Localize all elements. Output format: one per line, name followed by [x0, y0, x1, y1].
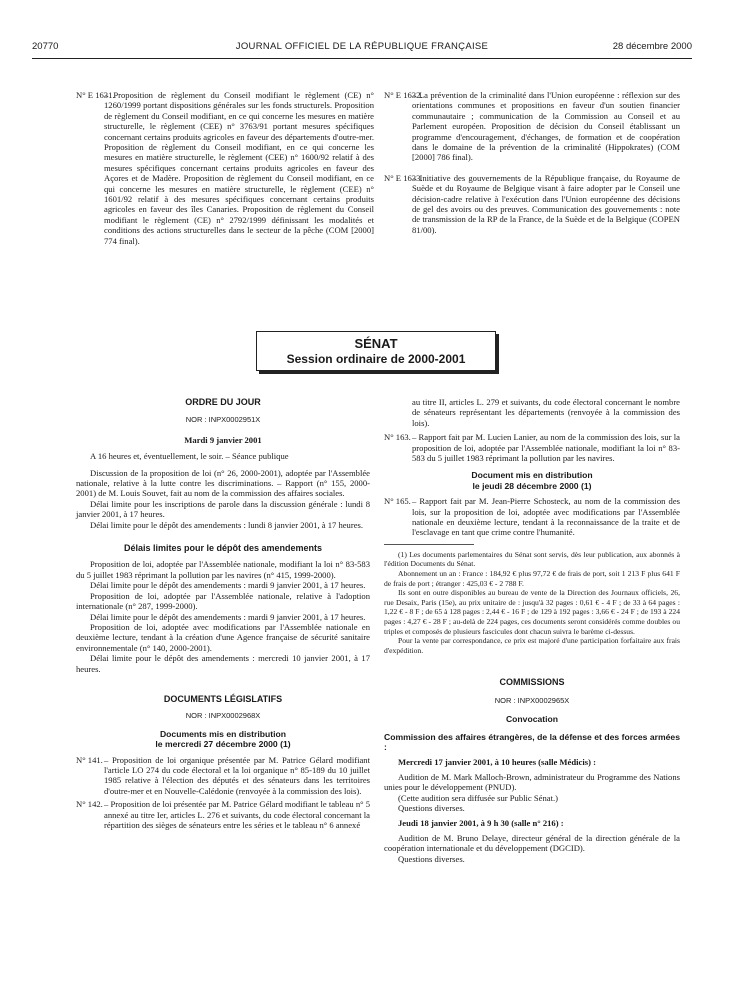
item-text: – Initiative des gouvernements de la République française, du Royaume de Suède et du Royaume de Belgique visant à faire adopter par le Conseil une décision-cadre relative à l'exécution dans l'Union européenne des décisions de gel des avoirs ou des preuves. Communication des gouvernements : note de transmission de la RP de la France, de la Suède et de la Belgique (COPEN 81/00).	[412, 172, 680, 235]
page-header	[32, 41, 692, 55]
inscriptions-deadline: Délai limite pour les inscriptions de parole dans la discussion générale : lundi 8 janvier 2001, à 17 heures.	[76, 498, 370, 520]
delais-paragraph: Proposition de loi, adoptée par l'Assemblée nationale, relative à l'adoption internationale (n° 287, 1999-2000).	[76, 590, 370, 612]
meeting-misc: Questions diverses.	[398, 853, 465, 864]
item-text: – Proposition de loi organique présentée par M. Patrice Gélard modifiant l'article LO 274 du code électoral et la loi organique n° 85-189 du 10 juillet 1985 relative à l'élection des députés et des sénateurs dans les territoires d'outre-mer et en Nouvelle-Calédonie (renvoyée à la commission des lois).	[104, 754, 370, 796]
item-text: – Proposition de loi présentée par M. Patrice Gélard modifiant le tableau n° 5 annexé au titre Ier, articles L. 276 et suivants, du code électoral concernant la répartition des sièges de sénateurs entre les séries et le tableau n° 6 annexé	[104, 799, 370, 830]
item-text: – La prévention de la criminalité dans l'Union européenne : réflexion sur des orientations communes et propositions en faveur d'un soutien financier communautaire ; communication de la Commission au Conseil et au Parlement européen. Proposition de décision du Conseil établissant un programme d'encouragement, d'échanges, de formation et de coopération dans le domaine de la prévention de la criminalité (Hippokrates) (COM [2000] 786 final).	[412, 90, 680, 163]
item-text: – Proposition de règlement du Conseil modifiant le règlement (CE) n° 1260/1999 portant dispositions générales sur les fonds structurels. Proposition de règlement du Conseil modifiant, en ce qui concerne les mesures en matière structurelle, le règlement (CEE) n° 3763/91 portant mesures spécifiques concernant certains produits agricoles en faveur des départements d'outre-mer. Proposition de règlement du Conseil modifiant, en ce qui concerne les mesures en matière structurelle, le règlement (CEE) n° 1600/92 relatif à des mesures spécifiques concernant certains produits agricoles en faveur des Açores et de Madère. Proposition de règlement du Conseil modifiant, en ce qui concerne les mesures en matière structurelle, le règlement (CEE) n° 1601/92 relatif à des mesures spécifiques concernant certains produits agricoles en faveur des îles Canaries. Proposition de règlement du Conseil modifiant le règlement (CE) n° 2792/1999 définissant les modalités et conditions des actions structurelles dans le secteur de la pêche (COM [2000] 774 final).	[104, 90, 374, 246]
footnote-rule	[384, 544, 474, 545]
list-item	[76, 90, 374, 246]
top-left-column	[76, 90, 374, 252]
header-rule	[32, 58, 692, 59]
item-number: N° E 1633.	[384, 172, 423, 183]
journal-title: JOURNAL OFFICIEL DE LA RÉPUBLIQUE FRANÇAISE	[235, 41, 489, 52]
convocation-heading: Convocation	[505, 714, 559, 725]
distribution-date: le mercredi 27 décembre 2000 (1)	[155, 739, 291, 750]
commissions-heading: COMMISSIONS	[499, 677, 565, 688]
item-text: – Rapport fait par M. Lucien Lanier, au nom de la commission des lois, sur la proposition de loi, adoptée par l'Assemblée nationale, modifiant la loi n° 83-583 du 5 juillet 1983 réprimant la pollution par les navires.	[412, 432, 680, 464]
meeting-misc: Questions diverses.	[398, 803, 465, 814]
nor-reference: NOR : INPX0002968X	[185, 711, 261, 721]
item-number: N° 163.	[384, 432, 411, 443]
senat-title: SÉNAT	[354, 336, 398, 351]
item-number: N° E 1631.	[76, 90, 115, 100]
session-time: A 16 heures et, éventuellement, le soir. – Séance publique	[90, 451, 289, 462]
list-item	[76, 799, 370, 830]
nor-reference: NOR : INPX0002965X	[494, 695, 570, 705]
delais-heading: Délais limites pour le dépôt des amendements	[123, 543, 323, 554]
delais-paragraph: Délai limite pour le dépôt des amendements : mardi 9 janvier 2001, à 17 heures.	[90, 611, 366, 622]
top-right-column	[384, 90, 680, 241]
ordre-du-jour-heading: ORDRE DU JOUR	[185, 397, 261, 407]
delais-paragraph: Proposition de loi, adoptée avec modifications par l'Assemblée nationale en deuxième lecture, tendant à la création d'une Agence française de sécurité sanitaire environnementale (n° 140, 2000-2001).	[76, 621, 370, 653]
item-number: N° E 1632.	[384, 90, 423, 100]
delais-paragraph: Délai limite pour le dépôt des amendements : mercredi 10 janvier 2001, à 17 heures.	[76, 653, 370, 674]
delais-paragraph: Proposition de loi, adoptée par l'Assemblée nationale, modifiant la loi n° 83-583 du 5 juillet 1983 réprimant la pollution par les navires (n° 415, 1999-2000).	[76, 559, 370, 580]
commission-name: Commission des affaires étrangères, de la défense et des forces armées :	[384, 731, 680, 753]
list-item	[384, 90, 680, 163]
lower-right-column	[384, 397, 680, 864]
item-number: N° 141.	[76, 754, 103, 765]
continued-item-text: au titre II, articles L. 279 et suivants, du code électoral concernant le nombre de sénateurs représentant les départements (renvoyée à la commission des lois).	[412, 397, 680, 428]
session-subtitle: Session ordinaire de 2000-2001	[286, 352, 466, 366]
item-number: N° 165.	[384, 496, 411, 507]
list-item	[76, 755, 370, 797]
item-text: – Rapport fait par M. Jean-Pierre Schosteck, au nom de la commission des lois, sur la proposition de loi, adoptée avec modifications par l'Assemblée nationale en deuxième lecture, tendant à la reconnaissance de la traite et de l'esclavage en tant que crime contre l'humanité.	[412, 496, 680, 538]
footnotes	[384, 550, 680, 656]
senat-title-box	[256, 331, 496, 371]
footnote: Pour la vente par correspondance, ce prix est majoré d'une participation forfaitaire aux frais d'expédition.	[384, 636, 680, 655]
page-number: 20770	[32, 41, 59, 52]
lower-left-column	[76, 397, 370, 836]
footnote: Ils sont en outre disponibles au bureau de vente de la Direction des Journaux officiels, 26, rue Desaix, Paris (15e), au prix unitaire de : jusqu'à 32 pages : 0,61 € - 4 F ; de 33 à 64 pages : 1,22 € - 8 F ; de 65 à 128 pages : 2,44 € - 16 F ; de 129 à 192 pages : 3,66 € - 24 F ; de 193 à 224 pages : 4,27 € - 28 F ; au-delà de 224 pages, ces documents seront considérés comme doubles ou triples et composés de plusieurs fascicules dont chacun suivra le barème ci-dessus.	[384, 588, 680, 636]
delais-paragraph: Délai limite pour le dépôt des amendements : mardi 9 janvier 2001, à 17 heures.	[90, 580, 366, 591]
nor-reference: NOR : INPX0002951X	[185, 415, 261, 425]
list-item	[384, 432, 680, 463]
footnote: Abonnement un an : France : 184,92 € plus 97,72 € de frais de port, soit 1 213 F plus 641 F de frais de port ; étranger : 425,03 € - 2 788 F.	[384, 569, 680, 588]
issue-date: 28 décembre 2000	[612, 41, 692, 52]
meeting-date: Jeudi 18 janvier 2001, à 9 h 30 (salle n° 216) :	[398, 818, 564, 829]
distribution-heading: Document mis en distribution	[471, 470, 593, 481]
item-number: N° 142.	[76, 799, 103, 810]
session-date: Mardi 9 janvier 2001	[184, 434, 262, 445]
distribution-heading: Documents mis en distribution	[159, 728, 287, 739]
amendements-deadline: Délai limite pour le dépôt des amendements : lundi 8 janvier 2001, à 17 heures.	[90, 519, 364, 530]
footnote: (1) Les documents parlementaires du Sénat sont servis, dès leur publication, aux abonnés à l'édition Documents du Sénat.	[384, 549, 680, 569]
meeting-text: Audition de M. Bruno Delaye, directeur général de la direction générale de la coopération internationale et du développement (DGCID).	[384, 832, 680, 854]
meeting-note: (Cette audition sera diffusée sur Public Sénat.)	[398, 792, 558, 803]
documents-legislatifs-heading: DOCUMENTS LÉGISLATIFS	[163, 693, 283, 704]
list-item	[384, 496, 680, 538]
discussion-text: Discussion de la proposition de loi (n° 26, 2000-2001), adoptée par l'Assemblée nationale, relative à la lutte contre les discriminations. – Rapport (n° 155, 2000-2001) de M. Louis Souvet, fait au nom de la commission des affaires sociales.	[76, 467, 370, 499]
list-item	[384, 173, 680, 235]
meeting-text: Audition de M. Mark Malloch-Brown, administrateur du Programme des Nations unies pour le développement (PNUD).	[384, 771, 680, 793]
distribution-date: le jeudi 28 décembre 2000 (1)	[472, 480, 592, 491]
meeting-date: Mercredi 17 janvier 2001, à 10 heures (salle Médicis) :	[398, 757, 596, 768]
